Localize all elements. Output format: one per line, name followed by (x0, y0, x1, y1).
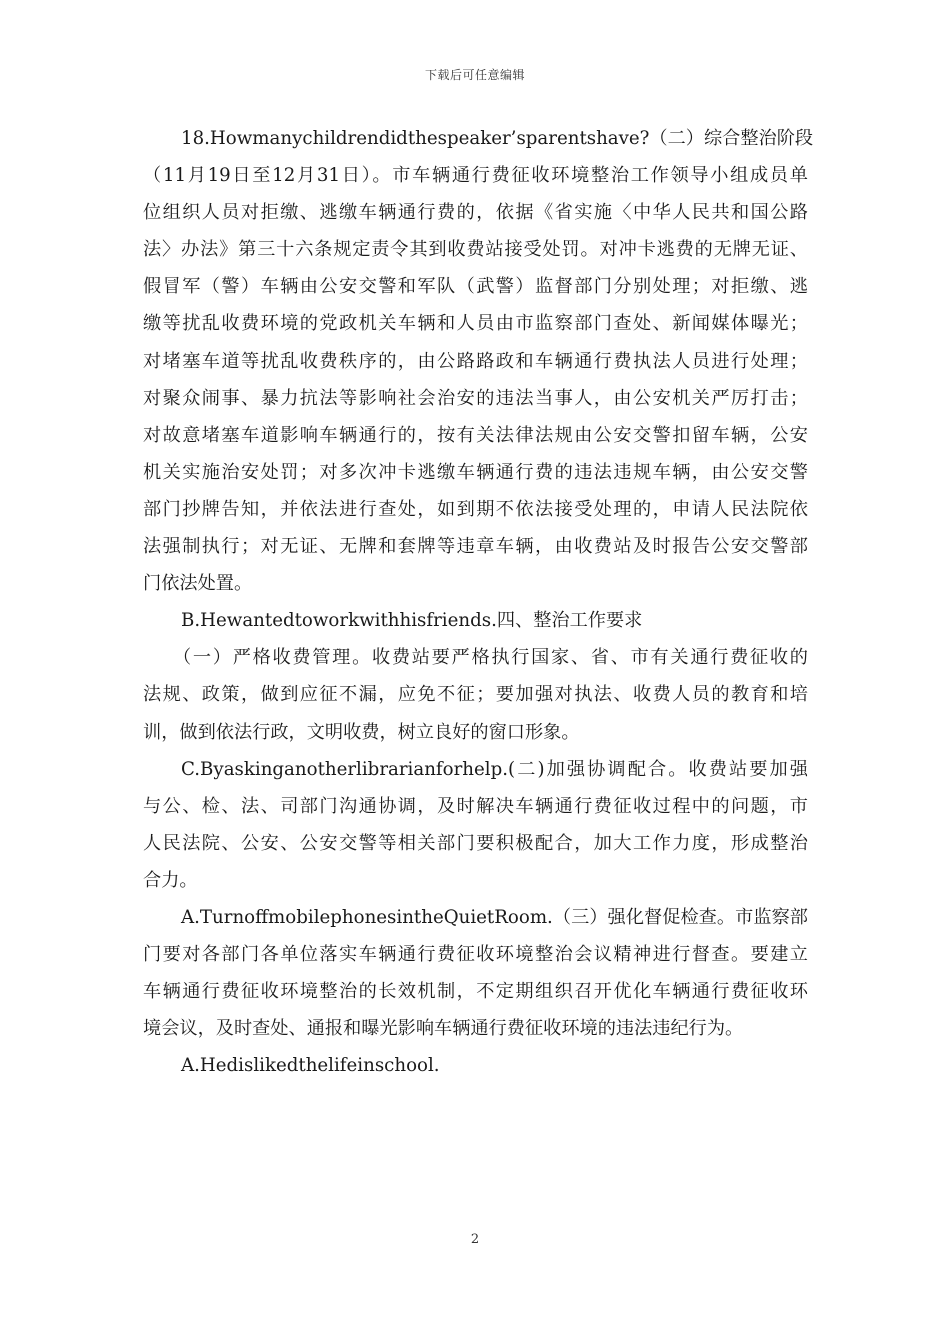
text-line: 车辆通行费征收环境整治的长效机制，不定期组织召开优化车辆通行费征收环 (143, 981, 808, 1003)
document-body (143, 120, 814, 1084)
paragraph (143, 639, 808, 750)
text-line: B.Hewantedtoworkwithhisfriends.四、整治工作要求 (181, 610, 643, 632)
text-line: 位组织人员对拒缴、逃缴车辆通行费的，依据《省实施〈中华人民共和国公路 (143, 202, 808, 224)
text-line: （一）严格收费管理。收费站要严格执行国家、省、市有关通行费征收的 (173, 647, 808, 669)
text-line: （11月19日至12月31日）。市车辆通行费征收环境整治工作领导小组成员单 (143, 165, 808, 187)
text-line: 境会议，及时查处、通报和曝光影响车辆通行费征收环境的违法违纪行为。 (143, 1018, 744, 1040)
text-line: 合力。 (143, 869, 198, 891)
paragraph (143, 602, 808, 639)
text-line: 门依法处置。 (143, 573, 253, 595)
text-line: 门要对各部门各单位落实车辆通行费征收环境整治会议精神进行督查。要建立 (143, 944, 808, 966)
text-line: A.Hedislikedthelifeinschool. (181, 1055, 440, 1077)
text-line: 对聚众闹事、暴力抗法等影响社会治安的违法当事人，由公安机关严厉打击； (143, 387, 808, 409)
text-line: 假冒军（警）车辆由公安交警和军队（武警）监督部门分别处理；对拒缴、逃 (143, 276, 808, 298)
text-line: 与公、检、法、司部门沟通协调，及时解决车辆通行费征收过程中的问题，市 (143, 795, 808, 817)
text-line: C.Byaskinganotherlibrarianforhelp.(二)加强协调配合。收费站要加强 (181, 758, 808, 780)
text-line: 对堵塞车道等扰乱收费秩序的，由公路路政和车辆通行费执法人员进行处理； (143, 350, 808, 372)
text-line: 18.Howmanychildrendidthespeaker’sparentshave?（二）综合整治阶段 (181, 128, 814, 149)
text-line: 缴等扰乱收费环境的党政机关车辆和人员由市监察部门查处、新闻媒体曝光； (143, 313, 808, 335)
text-line: 训，做到依法行政，文明收费，树立良好的窗口形象。 (143, 721, 580, 743)
text-line: 法规、政策，做到应征不漏，应免不征；要加强对执法、收费人员的教育和培 (143, 684, 808, 706)
text-line: 法〉办法》第三十六条规定责令其到收费站接受处罚。对冲卡逃费的无牌无证、 (143, 239, 808, 261)
paragraph (143, 120, 814, 602)
text-line: 对故意堵塞车道影响车辆通行的，按有关法律法规由公安交警扣留车辆，公安 (143, 424, 808, 446)
text-line: 机关实施治安处罚；对多次冲卡逃缴车辆通行费的违法违规车辆，由公安交警 (143, 461, 808, 483)
paragraph (143, 1047, 808, 1084)
text-line: 部门抄牌告知，并依法进行查处，如到期不依法接受处理的，申请人民法院依 (143, 498, 808, 520)
text-line: A.TurnoffmobilephonesintheQuietRoom.（三）强化督促检查。市监察部 (181, 906, 808, 928)
paragraph (143, 899, 808, 1047)
page-header: 下载后可任意编辑 (424, 68, 525, 82)
text-line: 人民法院、公安、公安交警等相关部门要积极配合，加大工作力度，形成整治 (143, 832, 808, 854)
page-number: 2 (470, 1232, 480, 1247)
paragraph (143, 751, 808, 899)
text-line: 法强制执行；对无证、无牌和套牌等违章车辆，由收费站及时报告公安交警部 (143, 536, 808, 558)
